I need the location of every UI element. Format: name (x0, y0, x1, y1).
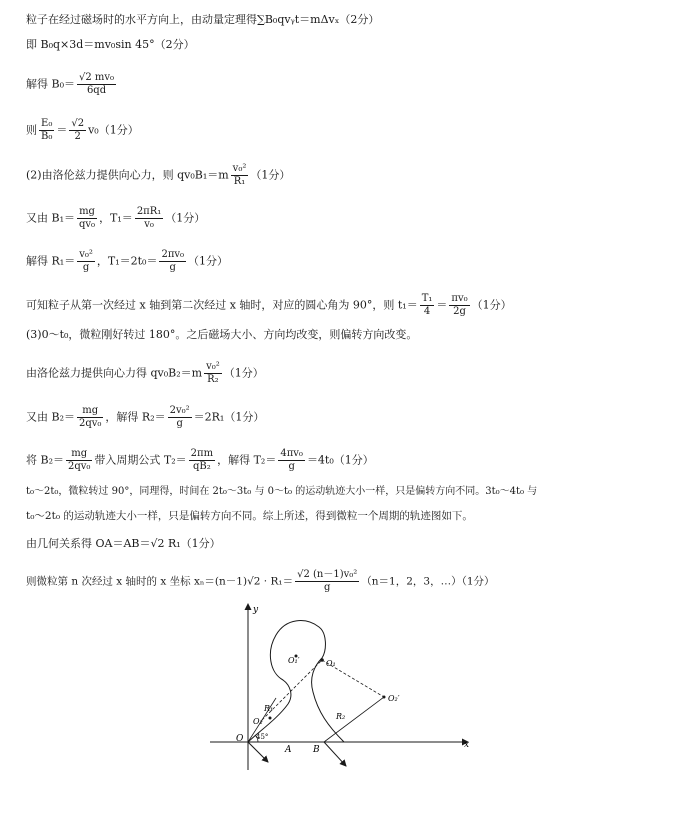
fraction: $\frac{\text{2πv₀}}{g}$ (161, 249, 185, 273)
radius-r2-label: R₂ (336, 712, 346, 721)
solve-r1-t1-line: 解得 R₁＝ $\frac{\text{v₀²}}{g}$ ，T₁＝2t₀＝ $\frac{\text{2πv₀}}{g}$ （1分） (26, 249, 229, 273)
center-o1-label: O₁ (326, 659, 336, 668)
center-o2-dot (269, 717, 272, 720)
trajectory-text-2: t₀～2t₀ 的运动轨迹大小一样，只是偏转方向不同。综上所述，得到微粒一个周期的轨迹图如下。 (26, 510, 473, 522)
center-o2-label: O₂ (253, 717, 263, 726)
center-o1-prime-label: O₁′ (288, 656, 300, 665)
fraction: $\frac{\text{√2 (n－1)v₀²}}{g}$ (297, 569, 358, 593)
fraction: $\frac{\text{v₀²}}{\text{R₁}}$ (232, 163, 247, 187)
angle-label: 45° (256, 733, 269, 741)
radius-r2-line (324, 697, 384, 742)
t2-line: 将 B₂＝ $\frac{mg}{\text{2qv₀}}$ 带入周期公式 T₂＝ $\frac{2\pi m}{\text{qB₂}}$ ，解得 T₂＝ $\frac{\text{4πv₀}}{g}$ ＝4t₀（1分） (26, 448, 374, 472)
velocity-arrow-b (324, 742, 346, 766)
fraction: $\frac{\text{4πv₀}}{g}$ (280, 448, 303, 472)
initial-velocity-arrow (248, 742, 268, 762)
fraction: $\frac{mg}{\text{2qv₀}}$ (68, 448, 91, 472)
point-a-label: A (285, 745, 292, 755)
fraction: $\frac{\text{√2 mv₀}}{6qd}$ (79, 72, 115, 96)
b2-r2-line: 又由 B₂＝ $\frac{mg}{\text{2qv₀}}$ ，解得 R₂＝ $\frac{\text{2v₀²}}{g}$ ＝2R₁（1分） (26, 405, 265, 429)
solve-b0-line: 解得 B₀＝ $\frac{\text{√2 mv₀}}{6qd}$ (26, 72, 115, 96)
xn-coordinate-line: 则微粒第 n 次经过 x 轴时的 x 坐标 xₙ＝(n－1)√2 · R₁＝ $\frac{\text{√2 (n－1)v₀²}}{g}$ （n＝1，2，3，…）（1分） (26, 569, 495, 593)
center-o2-prime-dot (383, 696, 386, 699)
fraction: $\frac{\text{T₁}}{4}$ (421, 293, 433, 317)
t1-line: 可知粒子从第一次经过 x 轴到第二次经过 x 轴时，对应的圆心角为 90°，则 t₁＝ $\frac{\text{T₁}}{4}$ ＝ $\frac{\text{πv₀}}{2g}$ （1分） (26, 293, 512, 317)
x-axis-label: x (464, 740, 470, 750)
trajectory-text-1: t₀～2t₀，微粒转过 90°，同理得，时间在 2t₀～3t₀ 与 0～t₀ 的运动轨迹大小一样，只是偏转方向不同。3t₀～4t₀ 与 (26, 486, 538, 497)
trajectory-diagram (206, 600, 478, 772)
b1-t1-line: 又由 B₁＝ $\frac{mg}{\text{qv₀}}$ ，T₁＝ $\frac{\text{2πR₁}}{\text{v₀}}$ （1分） (26, 206, 206, 230)
lorentz-b2-line: 由洛伦兹力提供向心力得 qv₀B₂＝m $\frac{\text{v₀²}}{\text{R₂}}$ （1分） (26, 361, 264, 385)
fraction: $\frac{\text{2v₀²}}{g}$ (169, 405, 190, 429)
derivation-line-2: 即 B₀q×3d＝mv₀sin 45°（2分） (26, 38, 195, 51)
fraction: $\frac{\text{E₀}}{\text{B₀}}$ (41, 118, 53, 142)
fraction: $\frac{\text{πv₀}}{2g}$ (451, 293, 468, 317)
part-2-lorentz-line: (2)由洛伦兹力提供向心力，则 qv₀B₁＝m $\frac{\text{v₀²}}{\text{R₁}}$ （1分） (26, 163, 291, 187)
fraction: $\frac{√2}{2}$ (71, 118, 85, 142)
part-3-line: (3)0～t₀，微粒刚好转过 180°。之后磁场大小、方向均改变，则偏转方向改变。 (26, 328, 418, 341)
fraction: $\frac{\text{v₀²}}{g}$ (79, 249, 93, 273)
derivation-line-1: 粒子在经过磁场时的水平方向上，由动量定理得∑B₀qvᵧt＝mΔvₓ（2分） (26, 13, 380, 26)
fraction: $\frac{\text{v₀²}}{\text{R₂}}$ (206, 361, 220, 385)
center-o1-dot (320, 658, 324, 662)
point-b-label: B (313, 745, 320, 755)
fraction: $\frac{2\pi m}{\text{qB₂}}$ (190, 448, 214, 472)
fraction: $\frac{mg}{\text{qv₀}}$ (79, 206, 96, 230)
fraction: $\frac{mg}{\text{2qv₀}}$ (79, 405, 102, 429)
ratio-e0-b0-line: 则 $\frac{\text{E₀}}{\text{B₀}}$ ＝ $\frac{√2}{2}$ v₀（1分） (26, 118, 139, 142)
y-axis-label: y (253, 605, 259, 615)
center-o2-prime-label: O₂′ (388, 694, 400, 703)
radius-r1-label: R₁ (264, 704, 274, 713)
origin-label: O (236, 734, 244, 744)
fraction: $\frac{\text{2πR₁}}{\text{v₀}}$ (136, 206, 162, 230)
geometry-line: 由几何关系得 OA＝AB＝√2 R₁（1分） (26, 537, 221, 550)
